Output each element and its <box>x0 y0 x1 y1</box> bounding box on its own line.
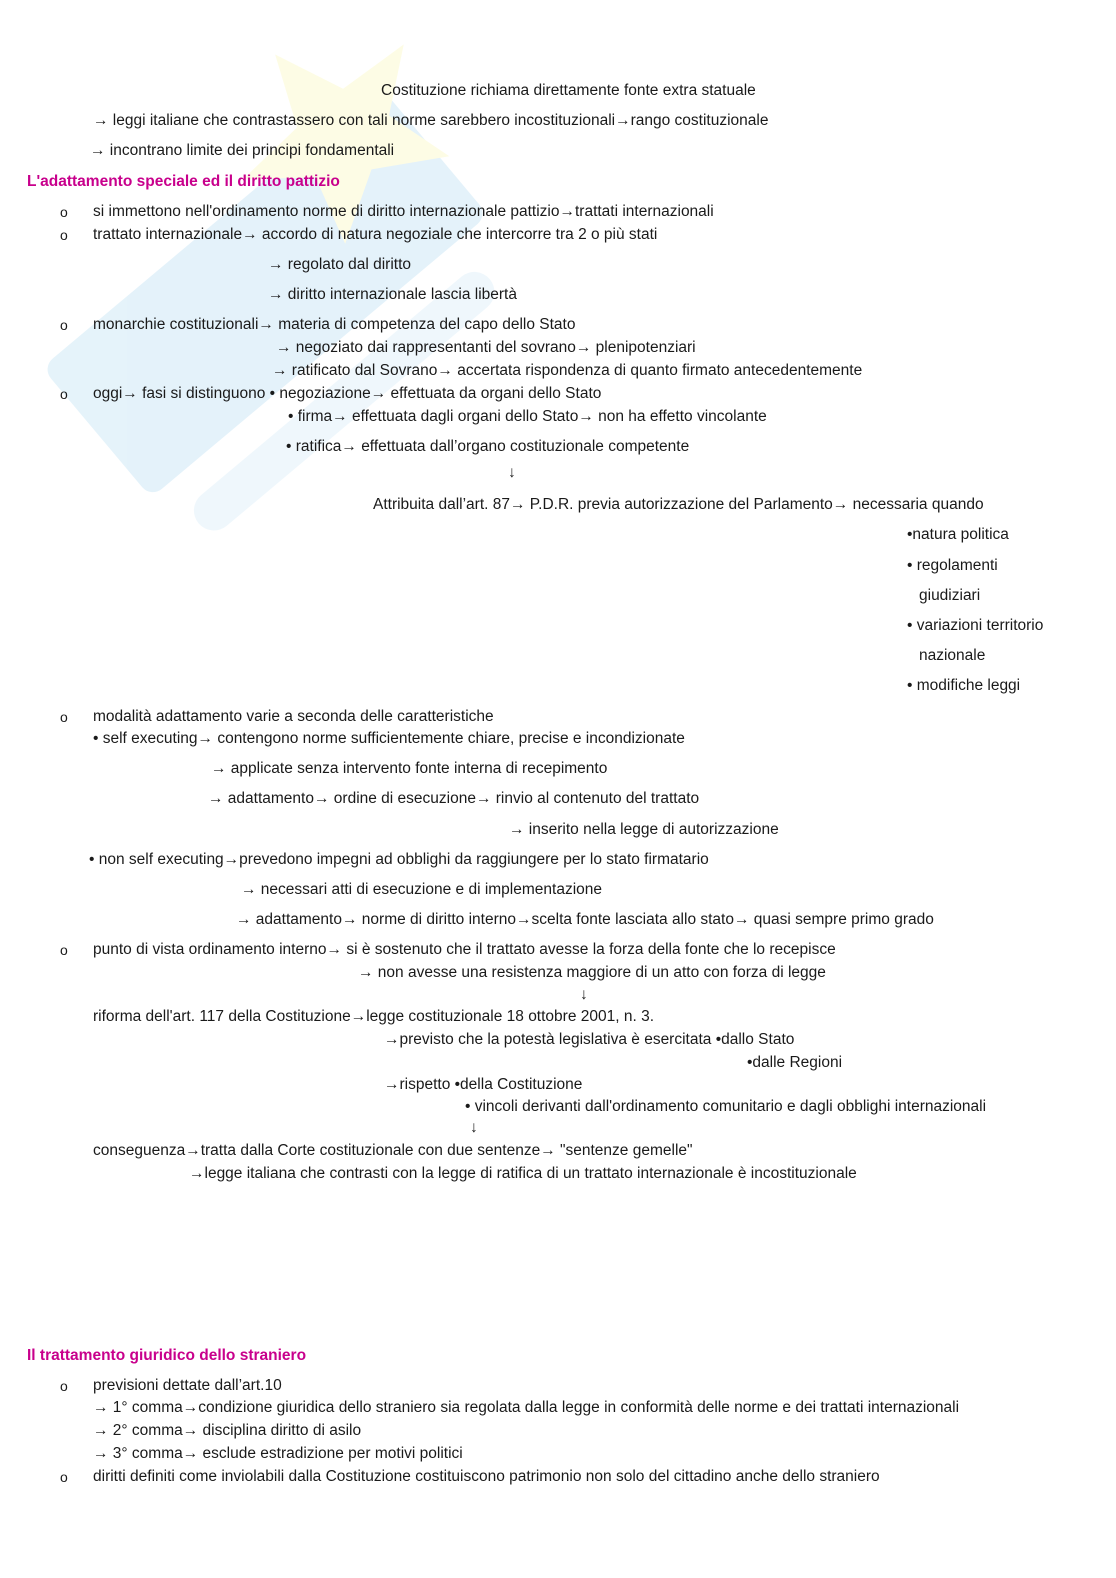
sub-line: Attribuita dall’art. 87→ P.D.R. previa autorizzazione del Parlamento→ necessaria quando <box>373 496 984 513</box>
section-heading-foreigner-treatment: Il trattamento giuridico dello straniero <box>27 1347 307 1364</box>
down-arrow: ↓ <box>470 1119 478 1136</box>
sub-line: → applicate senza intervento fonte interna di recepimento <box>211 760 608 777</box>
list-bullet: o <box>60 1378 68 1394</box>
section-heading-special-adaptation: L'adattamento speciale ed il diritto pattizio <box>27 173 340 190</box>
sub-line: → 3° comma→ esclude estradizione per motivi politici <box>93 1445 463 1462</box>
list-bullet: o <box>60 227 68 243</box>
line-unconstitutional-laws: → leggi italiane che contrastassero con tali norme sarebbero incostituzionali→rango costituzionale <box>93 112 769 129</box>
sub-line: • variazioni territorio <box>907 617 1044 634</box>
sub-line: • regolamenti <box>907 557 998 574</box>
list-item: oggi→ fasi si distinguono • negoziazione→ effettuata da organi dello Stato <box>93 385 602 402</box>
list-bullet: o <box>60 942 68 958</box>
sub-line: → diritto internazionale lascia libertà <box>268 286 517 303</box>
line-fundamental-limits: → incontrano limite dei principi fondamentali <box>90 142 395 159</box>
line-constitution-source: Costituzione richiama direttamente fonte extra statuale <box>381 82 756 99</box>
list-bullet: o <box>60 386 68 402</box>
sub-line: conseguenza→tratta dalla Corte costituzionale con due sentenze→ "sentenze gemelle" <box>93 1142 693 1159</box>
sub-line: • vincoli derivanti dall'ordinamento comunitario e dagli obblighi internazionali <box>465 1098 987 1115</box>
list-item: si immettono nell'ordinamento norme di diritto internazionale pattizio→trattati internazionali <box>93 203 714 220</box>
sub-line: • modifiche leggi <box>907 677 1021 694</box>
sub-line: → necessari atti di esecuzione e di implementazione <box>241 881 602 898</box>
sub-line: → 1° comma→condizione giuridica dello straniero sia regolata dalla legge in conformità delle norme e dei trattati internazionali <box>93 1399 960 1416</box>
sub-line: •natura politica <box>907 526 1009 543</box>
list-item: monarchie costituzionali→ materia di competenza del capo dello Stato <box>93 316 576 333</box>
list-bullet: o <box>60 204 68 220</box>
sub-line: → adattamento→ ordine di esecuzione→ rinvio al contenuto del trattato <box>208 790 700 807</box>
sub-line: • firma→ effettuata dagli organi dello Stato→ non ha effetto vincolante <box>288 408 767 425</box>
sub-line: → 2° comma→ disciplina diritto di asilo <box>93 1422 362 1439</box>
sub-line: • self executing→ contengono norme sufficientemente chiare, precise e incondizionate <box>93 730 685 747</box>
list-item: previsioni dettate dall’art.10 <box>93 1377 282 1394</box>
sub-line: giudiziari <box>919 587 981 604</box>
sub-line: → negoziato dai rappresentanti del sovrano→ plenipotenziari <box>276 339 696 356</box>
list-bullet: o <box>60 317 68 333</box>
sub-line: →previsto che la potestà legislativa è esercitata •dallo Stato <box>384 1031 795 1048</box>
sub-line: → non avesse una resistenza maggiore di un atto con forza di legge <box>358 964 826 981</box>
list-item: diritti definiti come inviolabili dalla Costituzione costituiscono patrimonio non solo del cittadino anche dello straniero <box>93 1468 880 1485</box>
down-arrow: ↓ <box>508 464 516 481</box>
sub-line: → adattamento→ norme di diritto interno→scelta fonte lasciata allo stato→ quasi sempre primo grado <box>236 911 934 928</box>
sub-line: riforma dell'art. 117 della Costituzione→legge costituzionale 18 ottobre 2001, n. 3. <box>93 1008 655 1025</box>
sub-line: nazionale <box>919 647 986 664</box>
sub-line: →legge italiana che contrasti con la legge di ratifica di un trattato internazionale è incostituzionale <box>189 1165 857 1182</box>
sub-line: → ratificato dal Sovrano→ accertata rispondenza di quanto firmato antecedentemente <box>272 362 863 379</box>
sub-line: →rispetto •della Costituzione <box>384 1076 583 1093</box>
list-item: punto di vista ordinamento interno→ si è sostenuto che il trattato avesse la forza della fonte che lo recepisce <box>93 941 836 958</box>
sub-line: → inserito nella legge di autorizzazione <box>509 821 779 838</box>
sub-line: • non self executing→prevedono impegni ad obblighi da raggiungere per lo stato firmatario <box>89 851 709 868</box>
down-arrow: ↓ <box>580 986 588 1003</box>
list-bullet: o <box>60 1469 68 1485</box>
sub-line: → regolato dal diritto <box>268 256 412 273</box>
list-item: trattato internazionale→ accordo di natura negoziale che intercorre tra 2 o più stati <box>93 226 658 243</box>
sub-line: • ratifica→ effettuata dall’organo costituzionale competente <box>286 438 690 455</box>
list-bullet: o <box>60 709 68 725</box>
sub-line: •dalle Regioni <box>747 1054 843 1071</box>
list-item: modalità adattamento varie a seconda delle caratteristiche <box>93 708 494 725</box>
